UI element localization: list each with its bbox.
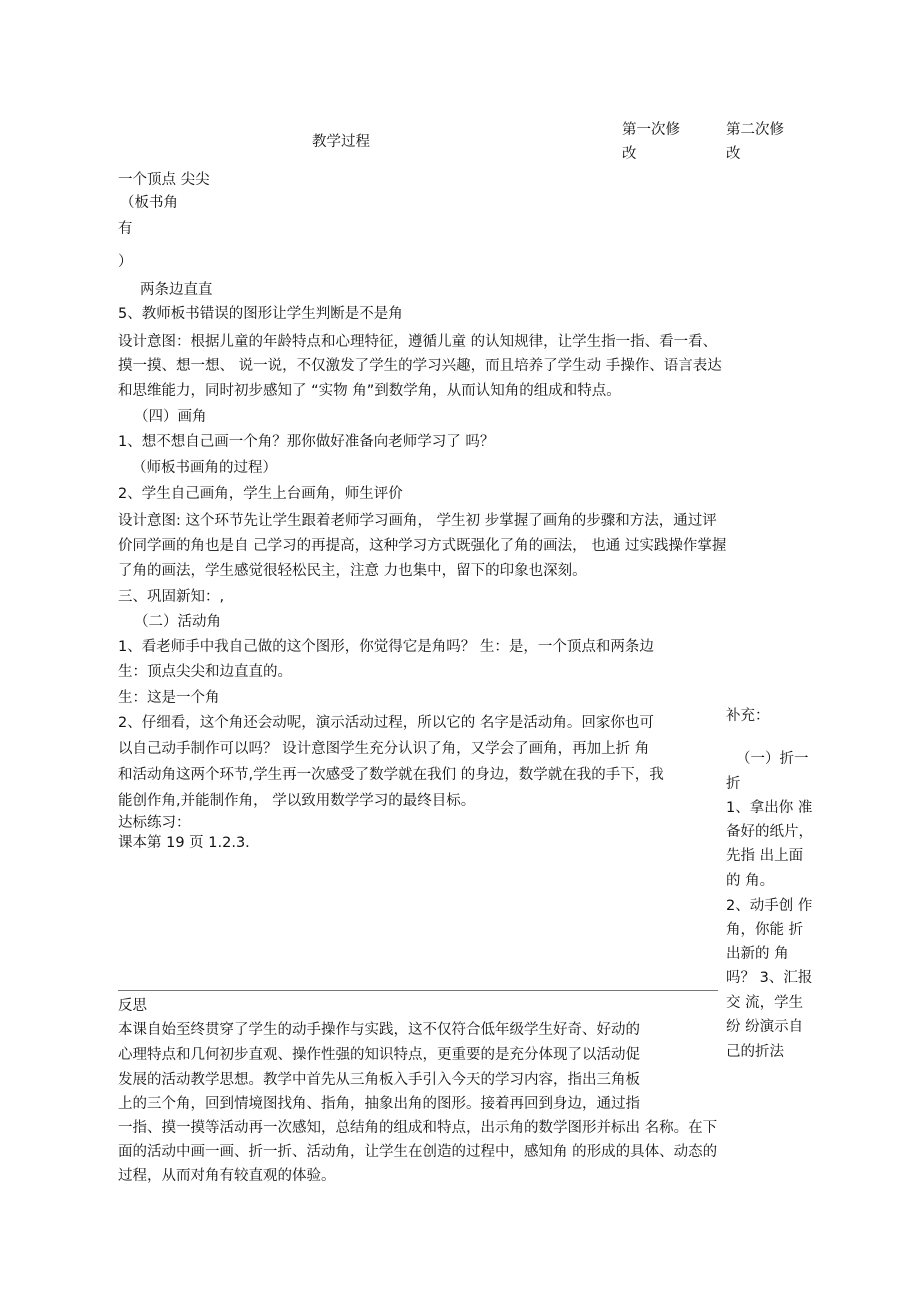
side-line: 交 流，学生 (726, 995, 804, 1011)
side-line: 的 角。 (726, 873, 775, 889)
side-line: 先指 出上面 (726, 848, 804, 864)
main-line: （师板书画角的过程） (132, 460, 277, 476)
section-divider (118, 990, 718, 991)
main-line: （二）活动角 (134, 614, 221, 630)
main-line: 2、仔细看，这个角还会动呢，演示活动过程，所以它的 名字是活动角。回家你也可 (118, 715, 654, 731)
reflection-line: 一指、摸一摸等活动再一次感知，总结角的组成和特点，出示角的数学图形并标出 名称。在下 (118, 1120, 718, 1136)
main-line: 能创作角,并能制作角， 学以致用数学学习的最终目标。 (118, 793, 476, 809)
side-line: 出新的 角 (726, 946, 789, 962)
reflection-line: 面的活动中画一画、折一折、活动角，让学生在创造的过程中，感知角 的形成的具体、动态的 (118, 1144, 718, 1160)
main-line: ） (118, 254, 133, 270)
main-line: 有 (118, 221, 133, 237)
main-line: 生：顶点尖尖和边直直的。 (118, 664, 292, 680)
column-title-teaching-process: 教学过程 (312, 134, 370, 150)
column-title-first-revision: 第一次修 (622, 122, 680, 138)
side-line: 折 (726, 776, 741, 792)
main-line: 生：这是一个角 (118, 690, 220, 706)
main-line: 设计意图：根据儿童的年龄特点和心理特征，遵循儿童 的认知规律，让学生指一指、看一看、 (118, 334, 718, 350)
main-line: （板书角 (120, 195, 178, 211)
reflection-line: 本课自始至终贯穿了学生的动手操作与实践，这不仅符合低年级学生好奇、好动的 (118, 1022, 640, 1038)
main-line: 三、巩固新知：, (118, 589, 225, 605)
side-line: 角，你能 折 (726, 922, 804, 938)
reflection-line: 上的三个角，回到情境图找角、指角，抽象出角的图形。接着再回到身边，通过指 (118, 1096, 640, 1112)
main-line: 2、学生自己画角，学生上台画角，师生评价 (118, 486, 403, 502)
side-line: 补充： (726, 708, 770, 724)
main-line: 两条边直直 (140, 282, 213, 298)
main-line: 摸一摸、想一想、 说一说，不仅激发了学生的学习兴趣，而且培养了学生动 手操作、语言表达 (118, 358, 722, 374)
column-title-first-revision-cont: 改 (622, 146, 637, 162)
reflection-line: 发展的活动教学思想。教学中首先从三角板入手引入今天的学习内容，指出三角板 (118, 1072, 640, 1088)
main-line: 了角的画法，学生感觉很轻松民主，注意 力也集中，留下的印象也深刻。 (118, 563, 587, 579)
column-title-second-revision: 第二次修 (726, 122, 784, 138)
reflection-line: 过程，从而对角有较直观的体验。 (118, 1168, 336, 1184)
side-line: 己的折法 (726, 1044, 784, 1060)
main-line: 一个顶点 尖尖 (118, 172, 210, 188)
column-title-second-revision-cont: 改 (726, 146, 741, 162)
main-line: 5、教师板书错误的图形让学生判断是不是角 (118, 306, 403, 322)
side-line: 2、动手创 作 (726, 898, 813, 914)
main-line: 设计意图: 这个环节先让学生跟着老师学习画角， 学生初 步掌握了画角的步骤和方法，通过评 (118, 513, 717, 529)
side-line: （一）折一 (736, 751, 809, 767)
main-line: 课本第 19 页 1.2.3. (118, 835, 250, 851)
side-line: 吗？ 3、汇报 (726, 970, 813, 986)
main-line: 1、想不想自己画一个角？那你做好准备向老师学习了 吗？ (118, 434, 495, 450)
side-line: 备好的纸片， (726, 824, 813, 840)
main-line: 价同学画的角也是自 己学习的再提高，这种学习方式既强化了角的画法， 也通 过实践操作掌握 (118, 538, 727, 554)
reflection-line: 心理特点和几何初步直观、操作性强的知识特点，更重要的是充分体现了以活动促 (118, 1047, 640, 1063)
reflection-title: 反思 (118, 998, 147, 1014)
main-line: （四）画角 (134, 409, 207, 425)
main-line: 1、看老师手中我自己做的这个图形，你觉得它是角吗？ 生：是，一个顶点和两条边 (118, 639, 654, 655)
main-line: 和思维能力，同时初步感知了 “实物 角”到数学角，从而认知角的组成和特点。 (118, 383, 621, 399)
main-line: 和活动角这两个环节,学生再一次感受了数学就在我们 的身边，数学就在我的手下，我 (118, 767, 664, 783)
side-line: 1、拿出你 准 (726, 800, 813, 816)
main-line: 达标练习： (118, 815, 191, 831)
side-line: 纷 纷演示自 (726, 1019, 804, 1035)
main-line: 以自己动手制作可以吗？ 设计意图学生充分认识了角，又学会了画角，再加上折 角 (118, 741, 650, 757)
